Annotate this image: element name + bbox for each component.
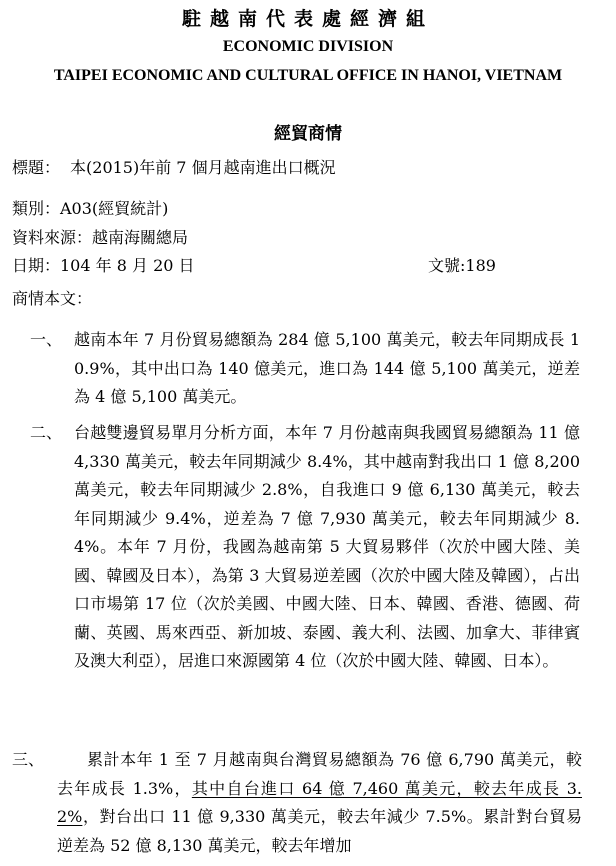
section-title: 經貿商情 bbox=[274, 124, 342, 144]
org-name-chinese: 駐越南代表處經濟組 bbox=[181, 8, 434, 30]
item-2-number: 二、 bbox=[30, 423, 63, 442]
date-line: 日期：104 年 8 月 20 日 bbox=[12, 256, 195, 275]
division-name-english: ECONOMIC DIVISION bbox=[222, 38, 394, 55]
body-label: 商情本文： bbox=[12, 289, 93, 308]
item-2-text: 台越雙邊貿易單月分析方面，本年 7 月份越南與我國貿易總額為 11 億 4,330 萬美元，較去年同期減少 8.4%，其中越南對我出口 1 億 8,200 萬美元，較去年同期減少 2.8%，自我進口 9 億 6,130 萬美元，較去年同期減少 9.4%，逆差為 7 億 7,930 萬美元，較去年同期減少 8.4%。本年 7 月份，我國為越南第 5 大貿易夥伴（次於中國大陸、美國、韓國及日本），為第 3 大貿易逆差國（次於中國大陸及韓國），占出口市場第 17 位（次於美國、中國大陸、日本、韓國、香港、德國、荷蘭、英國、馬來西亞、新加坡、泰國、義大利、法國、加拿大、菲律賓及澳大利亞），居進口來源國第 4 位（次於中國大陸、韓國、日本）。 bbox=[74, 423, 580, 670]
item-3-text bbox=[57, 746, 582, 860]
subject-value: 本(2015)年前 7 個月越南進出口概況 bbox=[70, 158, 336, 177]
document-number: 文號:189 bbox=[428, 256, 496, 275]
item-3-text-before: 累計本年 1 至 7 月越南與台灣貿易總額為 76 億 6,790 萬美元，較去年成長 1.3%， bbox=[57, 750, 582, 798]
category-line: 類別：A03(經貿統計) bbox=[12, 199, 169, 218]
item-3-text-after: ，對台出口 11 億 9,330 萬美元，較去年減少 7.5%。累計對台貿易逆差為 52 億 8,130 萬美元，較去年增加 bbox=[57, 807, 582, 855]
item-3-number: 三、 bbox=[12, 750, 45, 769]
office-name-english: TAIPEI ECONOMIC AND CULTURAL OFFICE IN HANOI, VIETNAM bbox=[53, 67, 563, 84]
item-1-number: 一、 bbox=[30, 330, 63, 349]
subject-line bbox=[12, 157, 336, 179]
source-line: 資料來源：越南海關總局 bbox=[12, 228, 189, 247]
subject-label: 標題： bbox=[12, 158, 61, 177]
item-1-text: 越南本年 7 月份貿易總額為 284 億 5,100 萬美元，較去年同期成長 10.9%，其中出口為 140 億美元，進口為 144 億 5,100 萬美元，逆差為 4 億 5,100 萬美元。 bbox=[74, 330, 580, 406]
item-3-text-underlined: 其中自台進口 64 億 7,460 萬美元，較去年成長 3.2% bbox=[57, 778, 582, 826]
